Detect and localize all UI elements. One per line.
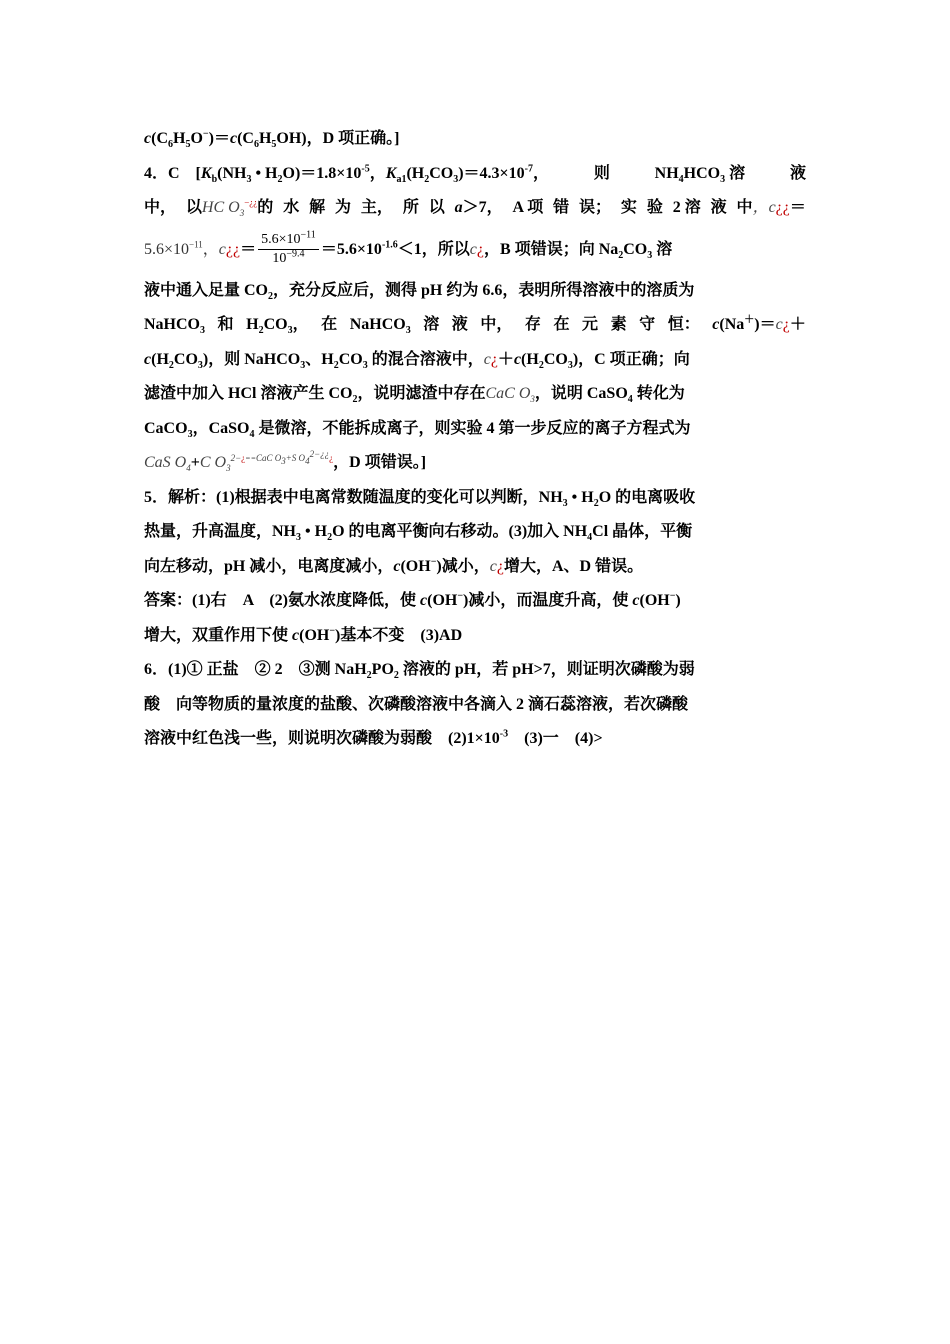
line-13: 向左移动，pH 减小，电离度减小，c(OH−)减小，c¿增大，A、D 错误。 [144, 556, 644, 575]
line-12: 热量，升高温度，$NH_3$ • $H_2O$ 的电离平衡向右移动。(3)加入 $NH_4Cl$ 晶体，平衡 [144, 523, 693, 544]
line-16: 6．(1)① 正盐 ② 2 ③测 $NaH_2PO_2$ 溶液的 pH，若 pH>7，则证明次磷酸为弱 [144, 661, 695, 682]
line-9: CaCO$_3$，CaSO$_4$ 是微溶，不能拆成离子，则实验 4 第一步反应的离子方程式为 [144, 419, 691, 440]
line-18: 溶液中红色浅一些，则说明次磷酸为弱酸 $(2)1\times 10^{-3}$ (3)一 (4)> [144, 728, 603, 747]
line-14: 答案：(1)右 A (2)氨水浓度降低，使 c(OH−)减小，而温度升高，使 c(OH−) [144, 590, 681, 609]
fraction: $\frac{5.6\times 10^{-11}}{10^{-9.4}}$ [258, 231, 319, 268]
line-4: $5.6\times 10^{-11}$，c¿¿＝ $\frac{5.6\times 10^{-11}}{10^{-9.4}}$ $=5.6\times 10^{-1.6}<1$，所以c¿，B 项错误；向 $Na_2CO_3$ 溶 [144, 229, 673, 267]
line-2: 4．C [$K_b(NH_3$ • $H_2O)=1.8\times 10^{-5}$，$K_{a1}(H_2CO_3)=4.3\times 10^{-7}$， 则 $NH_4HCO_3$ 溶 液 [144, 163, 806, 185]
line-8: 滤渣中加入 HCl 溶液产生 $CO_2$，说明滤渣中存在CaC $O_3$，说明 CaSO$_4$ 转化为 [144, 385, 685, 406]
line-1: $c(C_6H_5O^-)=c(C_6H_5OH)$，D 项正确。] [144, 128, 400, 151]
line-7: $c(H_2CO_3)$，则 NaHCO$_3$、$H_2CO_3$ 的混合溶液中，$c¿+c(H_2CO_3)$，C 项正确；向 [144, 350, 690, 371]
line-5: 液中通入足量 $CO_2$，充分反应后，测得 pH 约为 6.6，表明所得溶液中的溶质为 [144, 281, 695, 302]
line-15: 增大，双重作用下使 c(OH−)基本不变 (3)AD [144, 625, 463, 644]
answer-document [144, 122, 806, 757]
line-6: NaHCO$_3$ 和 $H_2CO_3$， 在 NaHCO$_3$ 溶 液 中， 存 在 元 素 守 恒： c(Na＋)＝c¿＋ [144, 314, 806, 337]
line-10: CaS $O_4+C$ $O_3^{2-¿==CaC O_3+S O_4^{2-¿¿}¿}$，D 项错误。] [144, 448, 427, 474]
line-11: 5．解析：(1)根据表中电离常数随温度的变化可以判断，$NH_3$ • $H_2O$ 的电离吸收 [144, 488, 696, 509]
line-17: 酸 向等物质的量浓度的盐酸、次磷酸溶液中各滴入 2 滴石蕊溶液，若次磷酸 [144, 695, 689, 713]
line-3: 中， 以HC $O_3^{-¿¿}$的 水 解 为 主， 所 以 a＞7， A 项 错 误； 实 验 2 溶 液 中，c¿¿＝ [144, 197, 806, 219]
